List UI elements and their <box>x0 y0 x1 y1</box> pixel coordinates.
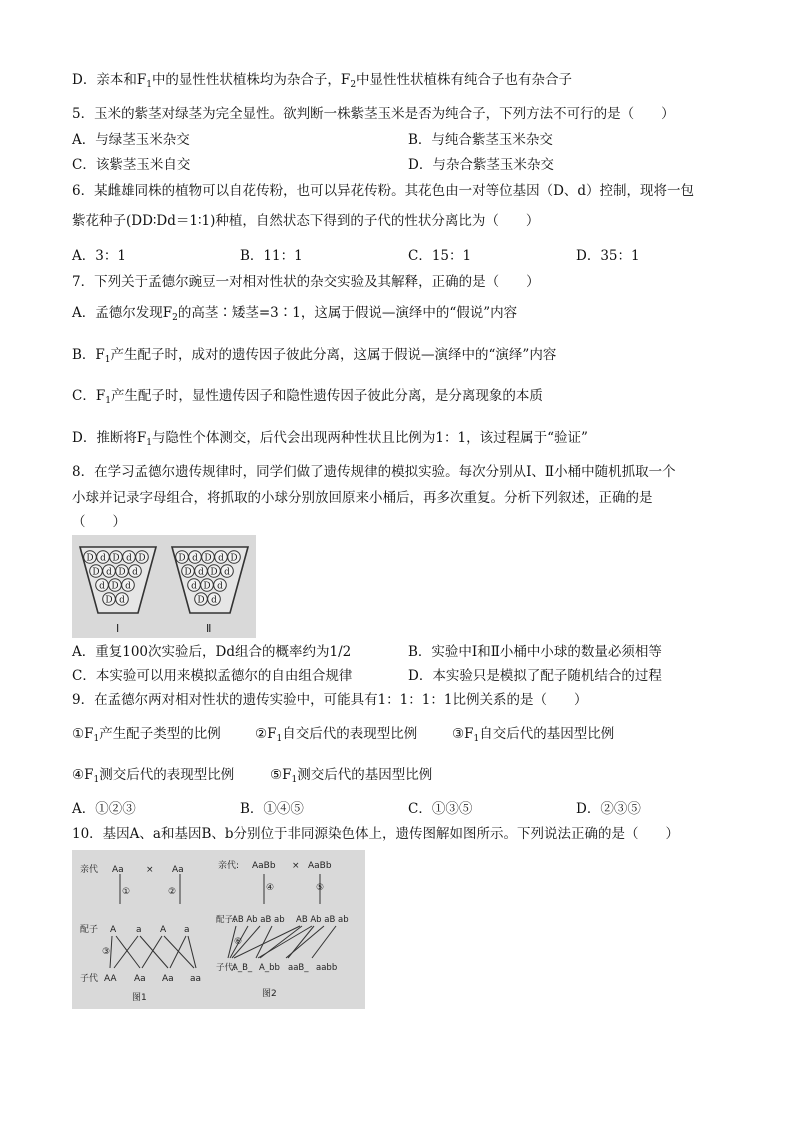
subscript: 1 <box>291 775 298 785</box>
ball-letter: D <box>184 567 192 578</box>
subscript: 1 <box>105 396 111 406</box>
fig2-step-4: ④ <box>266 883 275 893</box>
q7-option-c-text-b: 产生配子时，显性遗传因子和隐性遗传因子彼此分离，是分离现象的本质 <box>110 388 543 404</box>
q9-option-b[interactable]: B．①④⑤ <box>240 801 304 817</box>
q6-option-c[interactable]: C．15：1 <box>408 248 472 264</box>
q9-stem: 9．在孟德尔两对相对性状的遗传实验中，可能具有1：1：1：1比例关系的是（ ） <box>72 692 588 708</box>
ball-letter: D <box>230 553 238 564</box>
q6-option-d[interactable]: D．35：1 <box>576 248 640 264</box>
q8-stem-line1: 8．在学习孟德尔遗传规律时，同学们做了遗传规律的模拟实验。每次分别从Ⅰ、Ⅱ小桶中随机抓取一个 <box>72 464 676 480</box>
ball-letter: d <box>125 581 131 592</box>
q7-option-d-text-b: 与隐性个体测交，后代会出现两种性状且比例为1：1，该过程属于“验证” <box>151 430 588 446</box>
ball-letter: d <box>218 553 224 564</box>
subscript: 1 <box>146 80 152 90</box>
q9-item-5-text-a: ⑤F <box>270 767 292 783</box>
ball-letter: D <box>111 581 119 592</box>
fig1-step-1: ① <box>122 887 131 897</box>
q7-option-b-text-a: B．F <box>72 347 105 363</box>
q8-option-c[interactable]: C．本实验可以用来模拟孟德尔的自由组合规律 <box>72 668 353 684</box>
q4-option-d[interactable] <box>72 70 572 90</box>
fig2-step-5: ⑤ <box>316 883 325 893</box>
q9-item-4[interactable] <box>72 765 234 785</box>
q7-option-d-text-a: D．推断将F <box>72 430 147 446</box>
ball-letter: d <box>106 567 112 578</box>
q7-option-a-text-b: 的高茎∶矮茎=3∶1，这属于假说—演绎中的“假说”内容 <box>177 305 518 321</box>
genetic-diagram <box>72 850 365 1009</box>
q8-stem-line2: 小球并记录字母组合，将抓取的小球分别放回原来小桶后，再多次重复。分析下列叙述，正确的是 <box>72 490 653 506</box>
q6-stem-line1: 6．某雌雄同株的植物可以自花传粉，也可以异花传粉。其花色由一对等位基因（D、d）控制，现将一包 <box>72 183 695 199</box>
ball-letter: d <box>211 595 217 606</box>
fig1-offspring-1: AA <box>104 974 117 984</box>
q10-genetic-figure <box>72 850 365 1009</box>
q7-option-c[interactable] <box>72 386 543 406</box>
fig1-step-2: ② <box>168 887 177 897</box>
ball-letter: d <box>192 553 198 564</box>
fig1-gamete-2: a <box>136 925 142 935</box>
q10-stem: 10．基因A、a和基因B、b分别位于非同源染色体上，遗传图解如图所示。下列说法正确的是（ ） <box>72 826 680 842</box>
fig2-offspring-label: 子代: <box>216 963 236 973</box>
q9-item-5-text-b: 测交后代的基因型比例 <box>297 767 433 783</box>
subscript: 1 <box>276 734 283 744</box>
q9-option-a[interactable]: A．①②③ <box>72 801 136 817</box>
q8-option-b[interactable]: B．实验中Ⅰ和Ⅱ小桶中小球的数量必须相等 <box>408 644 662 660</box>
q9-item-3-text-a: ③F <box>452 726 474 742</box>
ball-letter: D <box>86 553 94 564</box>
fig1-cross: × <box>146 865 154 875</box>
fig1-offspring-label: 子代 <box>80 974 99 984</box>
ball-letter: D <box>203 581 211 592</box>
q4-option-d-text-b: 中的显性性状植株均为杂合子，F <box>151 72 351 88</box>
q9-item-1[interactable] <box>72 724 221 744</box>
fig1-gamete-label: 配子 <box>80 925 99 935</box>
q7-option-d[interactable] <box>72 428 588 448</box>
fig2-offspring-3: aaB_ <box>288 963 309 973</box>
q9-item-1-text-a: ①F <box>72 726 94 742</box>
fig1-caption: 图1 <box>132 993 147 1003</box>
q4-option-d-text-c: 中显性性状植株有纯合子也有杂合子 <box>356 72 573 88</box>
q9-item-2-text-a: ②F <box>255 726 277 742</box>
fig1-gamete-3: A <box>160 925 167 935</box>
q9-item-4-text-b: 测交后代的表现型比例 <box>99 767 235 783</box>
q9-item-2[interactable] <box>255 724 417 744</box>
ball-letter: D <box>92 567 100 578</box>
subscript: 1 <box>104 355 111 365</box>
q5-option-c[interactable]: C．该紫茎玉米自交 <box>72 157 191 173</box>
ball-letter: D <box>197 595 205 606</box>
ball-letter: d <box>99 581 105 592</box>
q9-item-2-text-b: 自交后代的表现型比例 <box>282 726 418 742</box>
q8-bucket-figure <box>72 535 256 638</box>
q5-stem: 5．玉米的紫茎对绿茎为完全显性。欲判断一株紫茎玉米是否为纯合子，下列方法不可行的是（ ） <box>72 106 675 122</box>
ball-letter: d <box>191 581 197 592</box>
ball-letter: d <box>132 567 138 578</box>
q9-item-4-text-a: ④F <box>72 767 94 783</box>
q6-option-a[interactable]: A．3：1 <box>72 248 126 264</box>
ball-letter: D <box>178 553 186 564</box>
fig2-offspring-4: aabb <box>316 963 338 973</box>
q6-stem-line2: 紫花种子(DD∶Dd＝1∶1)种植，自然状态下得到的子代的性状分离比为（ ） <box>72 213 540 229</box>
fig2-caption: 图2 <box>262 989 277 999</box>
fig2-parent-label: 亲代: <box>218 861 240 871</box>
fig2-offspring-1: A_B_ <box>232 963 253 973</box>
q7-option-a[interactable] <box>72 303 517 323</box>
ball-letter: d <box>198 567 204 578</box>
subscript: 1 <box>93 775 100 785</box>
ball-letter: d <box>126 553 132 564</box>
q7-stem: 7．下列关于孟德尔豌豆一对相对性状的杂交实验及其解释，正确的是（ ） <box>72 274 540 290</box>
fig1-step-3: ③ <box>102 947 111 957</box>
bucket-2-label: Ⅱ <box>206 622 212 635</box>
ball-letter: D <box>118 567 126 578</box>
fig1-offspring-3: Aa <box>162 974 174 984</box>
q9-option-c[interactable]: C．①③⑤ <box>408 801 473 817</box>
q8-option-d[interactable]: D．本实验只是模拟了配子随机结合的过程 <box>408 668 662 684</box>
fig1-parent-1: Aa <box>112 865 124 875</box>
subscript: 2 <box>350 80 357 90</box>
fig1-parent-label: 亲代 <box>80 865 99 875</box>
fig2-parent-1: AaBb <box>252 861 276 871</box>
ball-letter: D <box>112 553 120 564</box>
ball-letter: d <box>217 581 223 592</box>
q7-option-b-text-b: 产生配子时，成对的遗传因子彼此分离，这属于假说—演绎中的“演绎”内容 <box>110 347 557 363</box>
fig2-gamete-label: 配子: <box>216 915 236 925</box>
subscript: 1 <box>93 734 100 744</box>
ball-letter: D <box>204 553 212 564</box>
q7-option-b[interactable] <box>72 345 556 365</box>
bucket-1-label: Ⅰ <box>116 622 120 635</box>
ball-letter: d <box>100 553 106 564</box>
fig2-parent-2: AaBb <box>308 861 332 871</box>
q9-item-5[interactable] <box>270 765 432 785</box>
q7-option-a-text-a: A．孟德尔发现F <box>72 305 173 321</box>
fig2-offspring-2: A_bb <box>259 963 280 973</box>
q4-option-d-text-a: D．亲本和F <box>72 72 147 88</box>
ball-letter: D <box>138 553 146 564</box>
fig2-step-6: ⑥ <box>234 937 243 947</box>
fig1-gamete-4: a <box>184 925 190 935</box>
fig2-gametes-left: AB Ab aB ab <box>232 915 285 925</box>
ball-letter: D <box>210 567 218 578</box>
q8-option-a[interactable]: A．重复100次实验后，Dd组合的概率约为1/2 <box>72 644 352 660</box>
ball-letter: D <box>105 595 113 606</box>
q5-option-b[interactable]: B．与纯合紫茎玉米杂交 <box>408 132 553 148</box>
fig2-cross: × <box>292 861 300 871</box>
q5-option-d[interactable]: D．与杂合紫茎玉米杂交 <box>408 157 554 173</box>
ball-letter: d <box>224 567 230 578</box>
fig1-offspring-2: Aa <box>134 974 146 984</box>
subscript: 2 <box>172 313 178 323</box>
fig1-parent-2: Aa <box>172 865 184 875</box>
q9-item-3-text-b: 自交后代的基因型比例 <box>479 726 615 742</box>
q5-option-a[interactable]: A．与绿茎玉米杂交 <box>72 132 190 148</box>
ball-letter: d <box>119 595 125 606</box>
q9-option-d[interactable]: D．②③⑤ <box>576 801 641 817</box>
q7-option-c-text-a: C．F <box>72 388 106 404</box>
q9-item-3[interactable] <box>452 724 614 744</box>
q6-option-b[interactable]: B．11：1 <box>240 248 303 264</box>
subscript: 1 <box>146 438 152 448</box>
fig1-offspring-4: aa <box>190 974 202 984</box>
fig1-gamete-1: A <box>110 925 117 935</box>
q9-item-1-text-b: 产生配子类型的比例 <box>99 726 221 742</box>
subscript: 1 <box>473 734 480 744</box>
bucket-diagram <box>72 535 256 638</box>
fig2-gametes-right: AB Ab aB ab <box>296 915 349 925</box>
q8-stem-line3: （ ） <box>72 514 126 530</box>
